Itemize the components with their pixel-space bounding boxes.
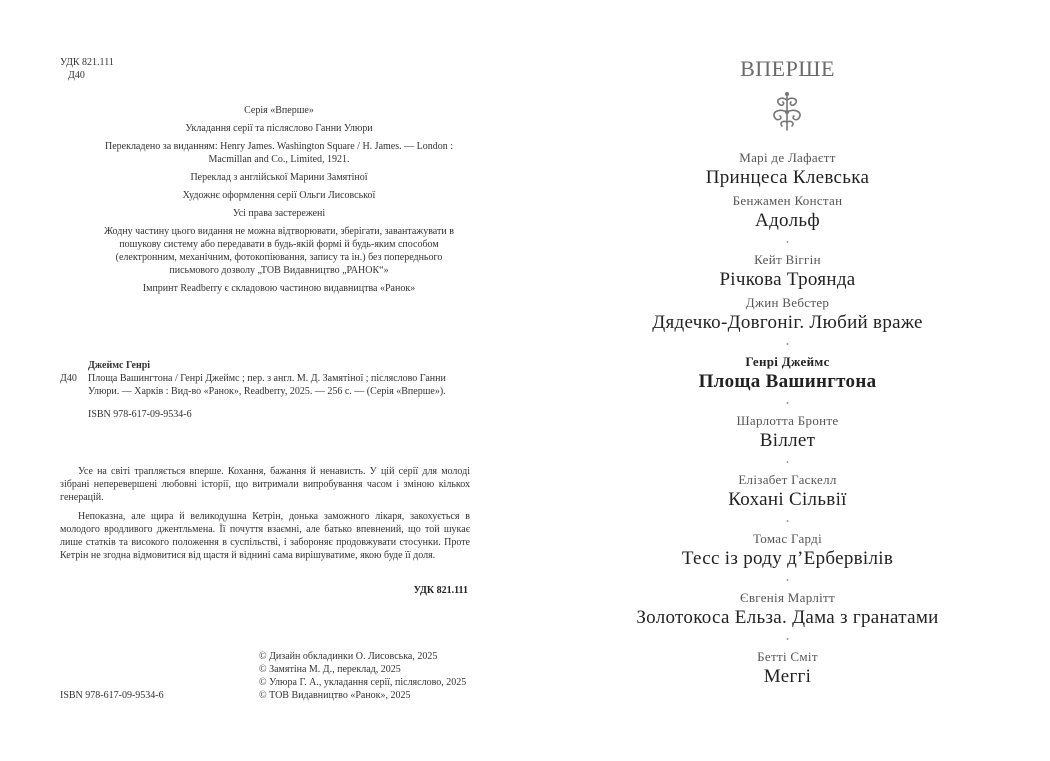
biblio-body — [60, 372, 470, 398]
imprint-info — [80, 104, 478, 300]
biblio-author: Джеймс Генрі — [88, 360, 151, 371]
right-page — [525, 0, 1050, 761]
series-title: ВПЕРШЕ — [740, 56, 835, 81]
series-book-entry — [525, 353, 1050, 394]
annotation-paragraph-1: Усе на світі трапляється вперше. Кохання, бажання й ненависть. У цій серії для молоді зібрані неперевершені любовні історії, що витримали випробування часом і зміною кількох генерацій. — [60, 466, 470, 503]
copyright-line: © Улюра Г. А., укладання серії, післяслово, 2025 — [259, 677, 467, 688]
book-author: Марі де Лафаєтт — [739, 150, 836, 165]
book-title: Меггі — [763, 666, 812, 687]
series-book-entry — [525, 648, 1050, 689]
book-title: Адольф — [755, 210, 820, 231]
copyright-line: © Замятіна М. Д., переклад, 2025 — [259, 664, 401, 675]
series-book-list — [525, 149, 1050, 691]
separator-dot: • — [786, 576, 789, 585]
source-line: Перекладено за виданням: Henry James. Washington Square / H. James. — London : Macmillan and Co., Limited, 1921. — [104, 141, 454, 165]
compiler-line: Укладання серії та післяслово Ганни Улюри — [185, 123, 373, 134]
bibliographic-record — [60, 359, 470, 421]
book-title: Віллет — [759, 430, 816, 451]
code-top-label: Д40 — [68, 70, 85, 81]
book-title: Річкова Троянда — [719, 269, 856, 290]
series-book-entry — [525, 149, 1050, 190]
series-book-entry — [525, 294, 1050, 335]
series-book-entry — [525, 412, 1050, 453]
book-author: Кейт Віггін — [754, 252, 821, 267]
copyright-line: © Дизайн обкладинки О. Лисовська, 2025 — [259, 651, 438, 662]
imprint-line: Імпринт Readberry є складовою частиною видавництва «Ранок» — [142, 283, 416, 294]
book-author: Джин Вебстер — [745, 295, 830, 310]
series-book-entry — [525, 251, 1050, 292]
biblio-code: Д40 — [60, 373, 77, 384]
book-author: Генрі Джеймс — [745, 354, 830, 369]
series-book-entry — [525, 530, 1050, 571]
designer-line: Художнє оформлення серії Ольги Лисовської — [182, 190, 376, 201]
book-title: Кохані Сільвії — [728, 489, 847, 510]
series-book-entry — [525, 471, 1050, 512]
annotation — [60, 465, 470, 562]
separator-dot: • — [786, 635, 789, 644]
biblio-isbn: ISBN 978-617-09-9534-6 — [88, 409, 192, 420]
udk-top-label: УДК 821.111 — [60, 57, 114, 68]
translator-line: Переклад з англійської Марини Замятіної — [190, 172, 368, 183]
fleuron-ornament-icon — [765, 90, 809, 134]
annotation-paragraph-2: Непоказна, але щира й великодушна Кетрін, донька заможного лікаря, закохується в молодого вродливого джентльмена. Її почуття взаємні, але батько впевнений, що той шукає лише статків та високого положення в суспільстві, і забороняє продовжувати стосунки. Проте Кетрін не згодна відмовитися від щастя й віднині сама вирішуватиме, якою буде її доля. — [60, 511, 470, 561]
book-author: Бенжамен Констан — [732, 193, 843, 208]
book-author: Бетті Сміт — [757, 649, 818, 664]
book-author: Елізабет Гаскелл — [738, 472, 837, 487]
book-author: Євгенія Марлітт — [739, 590, 836, 605]
book-title: Дядечко-Довгоніг. Любий враже — [652, 312, 923, 333]
separator-dot: • — [786, 458, 789, 467]
book-title: Тесс із роду д’Ербервілів — [681, 548, 894, 569]
book-author: Шарлотта Бронте — [736, 413, 839, 428]
series-book-entry — [525, 589, 1050, 630]
separator-dot: • — [786, 340, 789, 349]
biblio-text: Площа Вашингтона / Генрі Джеймс ; пер. з англ. М. Д. Замятіної ; післяслово Ганни Улюри. — Харків : Вид-во «Ранок», Readberry, 2025. — 256 с. — (Серія «Вперше»). — [88, 373, 446, 397]
separator-dot: • — [786, 238, 789, 247]
book-title: Золотокоса Ельза. Дама з гранатами — [636, 607, 939, 628]
series-line: Серія «Вперше» — [244, 105, 314, 116]
book-author: Томас Гарді — [753, 531, 822, 546]
series-book-entry — [525, 192, 1050, 233]
separator-dot: • — [786, 399, 789, 408]
udk-footer: УДК 821.111 — [413, 585, 468, 596]
copyright-list — [259, 650, 466, 702]
copyright-notice: Жодну частину цього видання не можна відтворювати, зберігати, завантажувати в пошукову систему або передавати в будь-якій формі й будь-яким способом (електронним, механічним, фотокопіювання, запису та ін.) без попереднього письмового дозволу „ТОВ Видавництво „РАНОК“» — [104, 226, 454, 276]
rights-line: Усі права застережені — [232, 208, 326, 219]
udk-header — [60, 56, 114, 82]
book-title: Принцеса Клевська — [705, 167, 870, 188]
isbn-footer: ISBN 978-617-09-9534-6 — [60, 690, 164, 701]
book-title: Площа Вашингтона — [698, 371, 877, 392]
separator-dot: • — [786, 517, 789, 526]
copyright-line: © ТОВ Видавництво «Ранок», 2025 — [259, 690, 411, 701]
